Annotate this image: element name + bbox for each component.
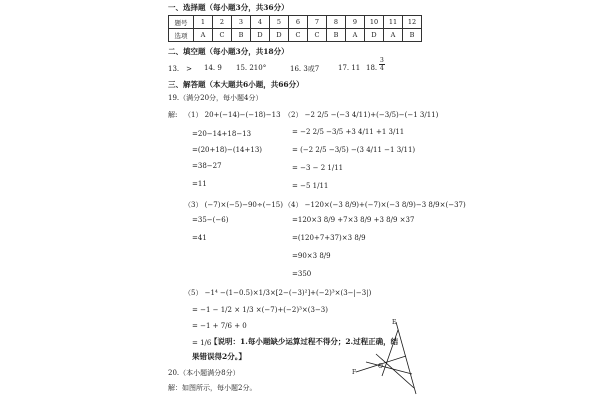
row-label: 选项 — [169, 29, 194, 42]
table-cell: D — [365, 29, 384, 42]
figure-line — [382, 330, 398, 376]
fill-answer-14: 14. 9 — [204, 64, 222, 72]
table-cell: 7 — [308, 16, 327, 29]
section-1-title: 一、选择题（每小题3分，共36分） — [168, 3, 289, 12]
section-2-title: 二、填空题（每小题3分，共18分） — [168, 47, 289, 56]
fill-answer-15: 15. 210° — [236, 64, 267, 72]
p4-line: =90×3 8/9 — [292, 252, 331, 260]
p3-line: （3） (−7)×(−5)−90÷(−15) — [184, 201, 283, 209]
q18-fraction — [379, 57, 385, 72]
section-3-title: 三、解答题（本大题共6小题，共66分） — [168, 80, 304, 89]
table-cell: 6 — [289, 16, 308, 29]
p5-line: = −1 + 7/6 + 0 — [192, 322, 247, 330]
table-cell: C — [289, 29, 308, 42]
table-cell: 1 — [194, 16, 213, 29]
p4-line: =350 — [292, 270, 312, 278]
table-row — [169, 16, 422, 29]
p5-line: = 1/6 — [192, 339, 212, 347]
table-cell: 10 — [365, 16, 384, 29]
figure-line — [376, 354, 414, 388]
fill-answer-18: 18. — [366, 64, 378, 72]
table-cell: C — [213, 29, 232, 42]
grading-note: 【说明：1.每小题缺少运算过程不得分；2.过程正确，结 — [210, 337, 399, 346]
figure-line — [366, 362, 412, 374]
fill-answer-16: 16. 3或7 — [290, 65, 320, 73]
p3-line: =35−(−6) — [192, 216, 229, 224]
table-cell: 3 — [232, 16, 251, 29]
table-cell: 5 — [270, 16, 289, 29]
figure-label: F — [352, 369, 357, 376]
p2-line: = (−2 2/5 −3/5) −(3 4/11 −1 3/11) — [292, 146, 416, 154]
table-cell: 9 — [346, 16, 365, 29]
grading-note-continued: 果错误得2分。】 — [192, 352, 246, 361]
fill-answer-17: 17. 11 — [338, 64, 361, 72]
table-cell: D — [251, 29, 270, 42]
figure-label: E — [392, 319, 397, 326]
table-cell: 12 — [403, 16, 422, 29]
solution-label: 解: — [168, 111, 178, 119]
table-cell: A — [384, 29, 403, 42]
p2-line: = −5 1/11 — [292, 182, 329, 190]
table-cell: C — [308, 29, 327, 42]
geometry-figure — [352, 316, 432, 398]
fill-answer-13: 13. > — [168, 65, 192, 73]
p1-line: =(20+18)−(14+13) — [192, 146, 263, 154]
row-label: 题号 — [169, 16, 194, 29]
p1-line: =20−14+18−13 — [192, 130, 252, 138]
fraction-denominator: 4 — [380, 65, 384, 72]
p1-line: （1） 20+(−14)−(−18)−13 — [184, 111, 281, 119]
table-cell: B — [327, 29, 346, 42]
p4-line: =(120+7+37)×3 8/9 — [292, 234, 366, 242]
figure-label: O — [378, 363, 383, 370]
table-cell: 8 — [327, 16, 346, 29]
table-row — [169, 29, 422, 42]
q20-heading: 20.（本小题满分8分） — [168, 369, 240, 377]
table-cell: D — [270, 29, 289, 42]
p5-line: （5） −1⁴ −(1−0.5)×1/3×[2−(−3)²]+(−2)³×(3−|−3|) — [184, 289, 372, 297]
table-cell: 11 — [384, 16, 403, 29]
p2-line: （2） −2 2/5 −(−3 4/11)+(−3/5)−(−1 3/11) — [284, 111, 439, 119]
table-cell: B — [232, 29, 251, 42]
p2-line: = −3 − 2 1/11 — [292, 164, 344, 172]
table-cell: A — [346, 29, 365, 42]
p3-line: =41 — [192, 234, 207, 242]
q20-answer-line: 解：如图所示，每小题2分。 — [168, 384, 257, 392]
p2-line: = −2 2/5 −3/5 +3 4/11 +1 3/11 — [292, 128, 405, 136]
p4-line: =120×3 8/9 +7×3 8/9 +3 8/9 ×37 — [292, 216, 415, 224]
p4-line: （4） −120×(−3 8/9)+(−7)×(−3 8/9)−3 8/9×(−37) — [284, 201, 466, 209]
table-cell: B — [403, 29, 422, 42]
p5-line: = −1 − 1/2 × 1/3 ×(−7)+(−2)³×(3−3) — [192, 306, 328, 314]
answer-table — [168, 15, 422, 42]
table-cell: 4 — [251, 16, 270, 29]
fraction-numerator: 3 — [380, 57, 384, 64]
table-cell: 2 — [213, 16, 232, 29]
q19-heading: 19.（满分20分，每小题4分） — [168, 94, 263, 102]
p1-line: =11 — [192, 180, 207, 188]
table-cell: A — [194, 29, 213, 42]
p1-line: =38−27 — [192, 162, 222, 170]
